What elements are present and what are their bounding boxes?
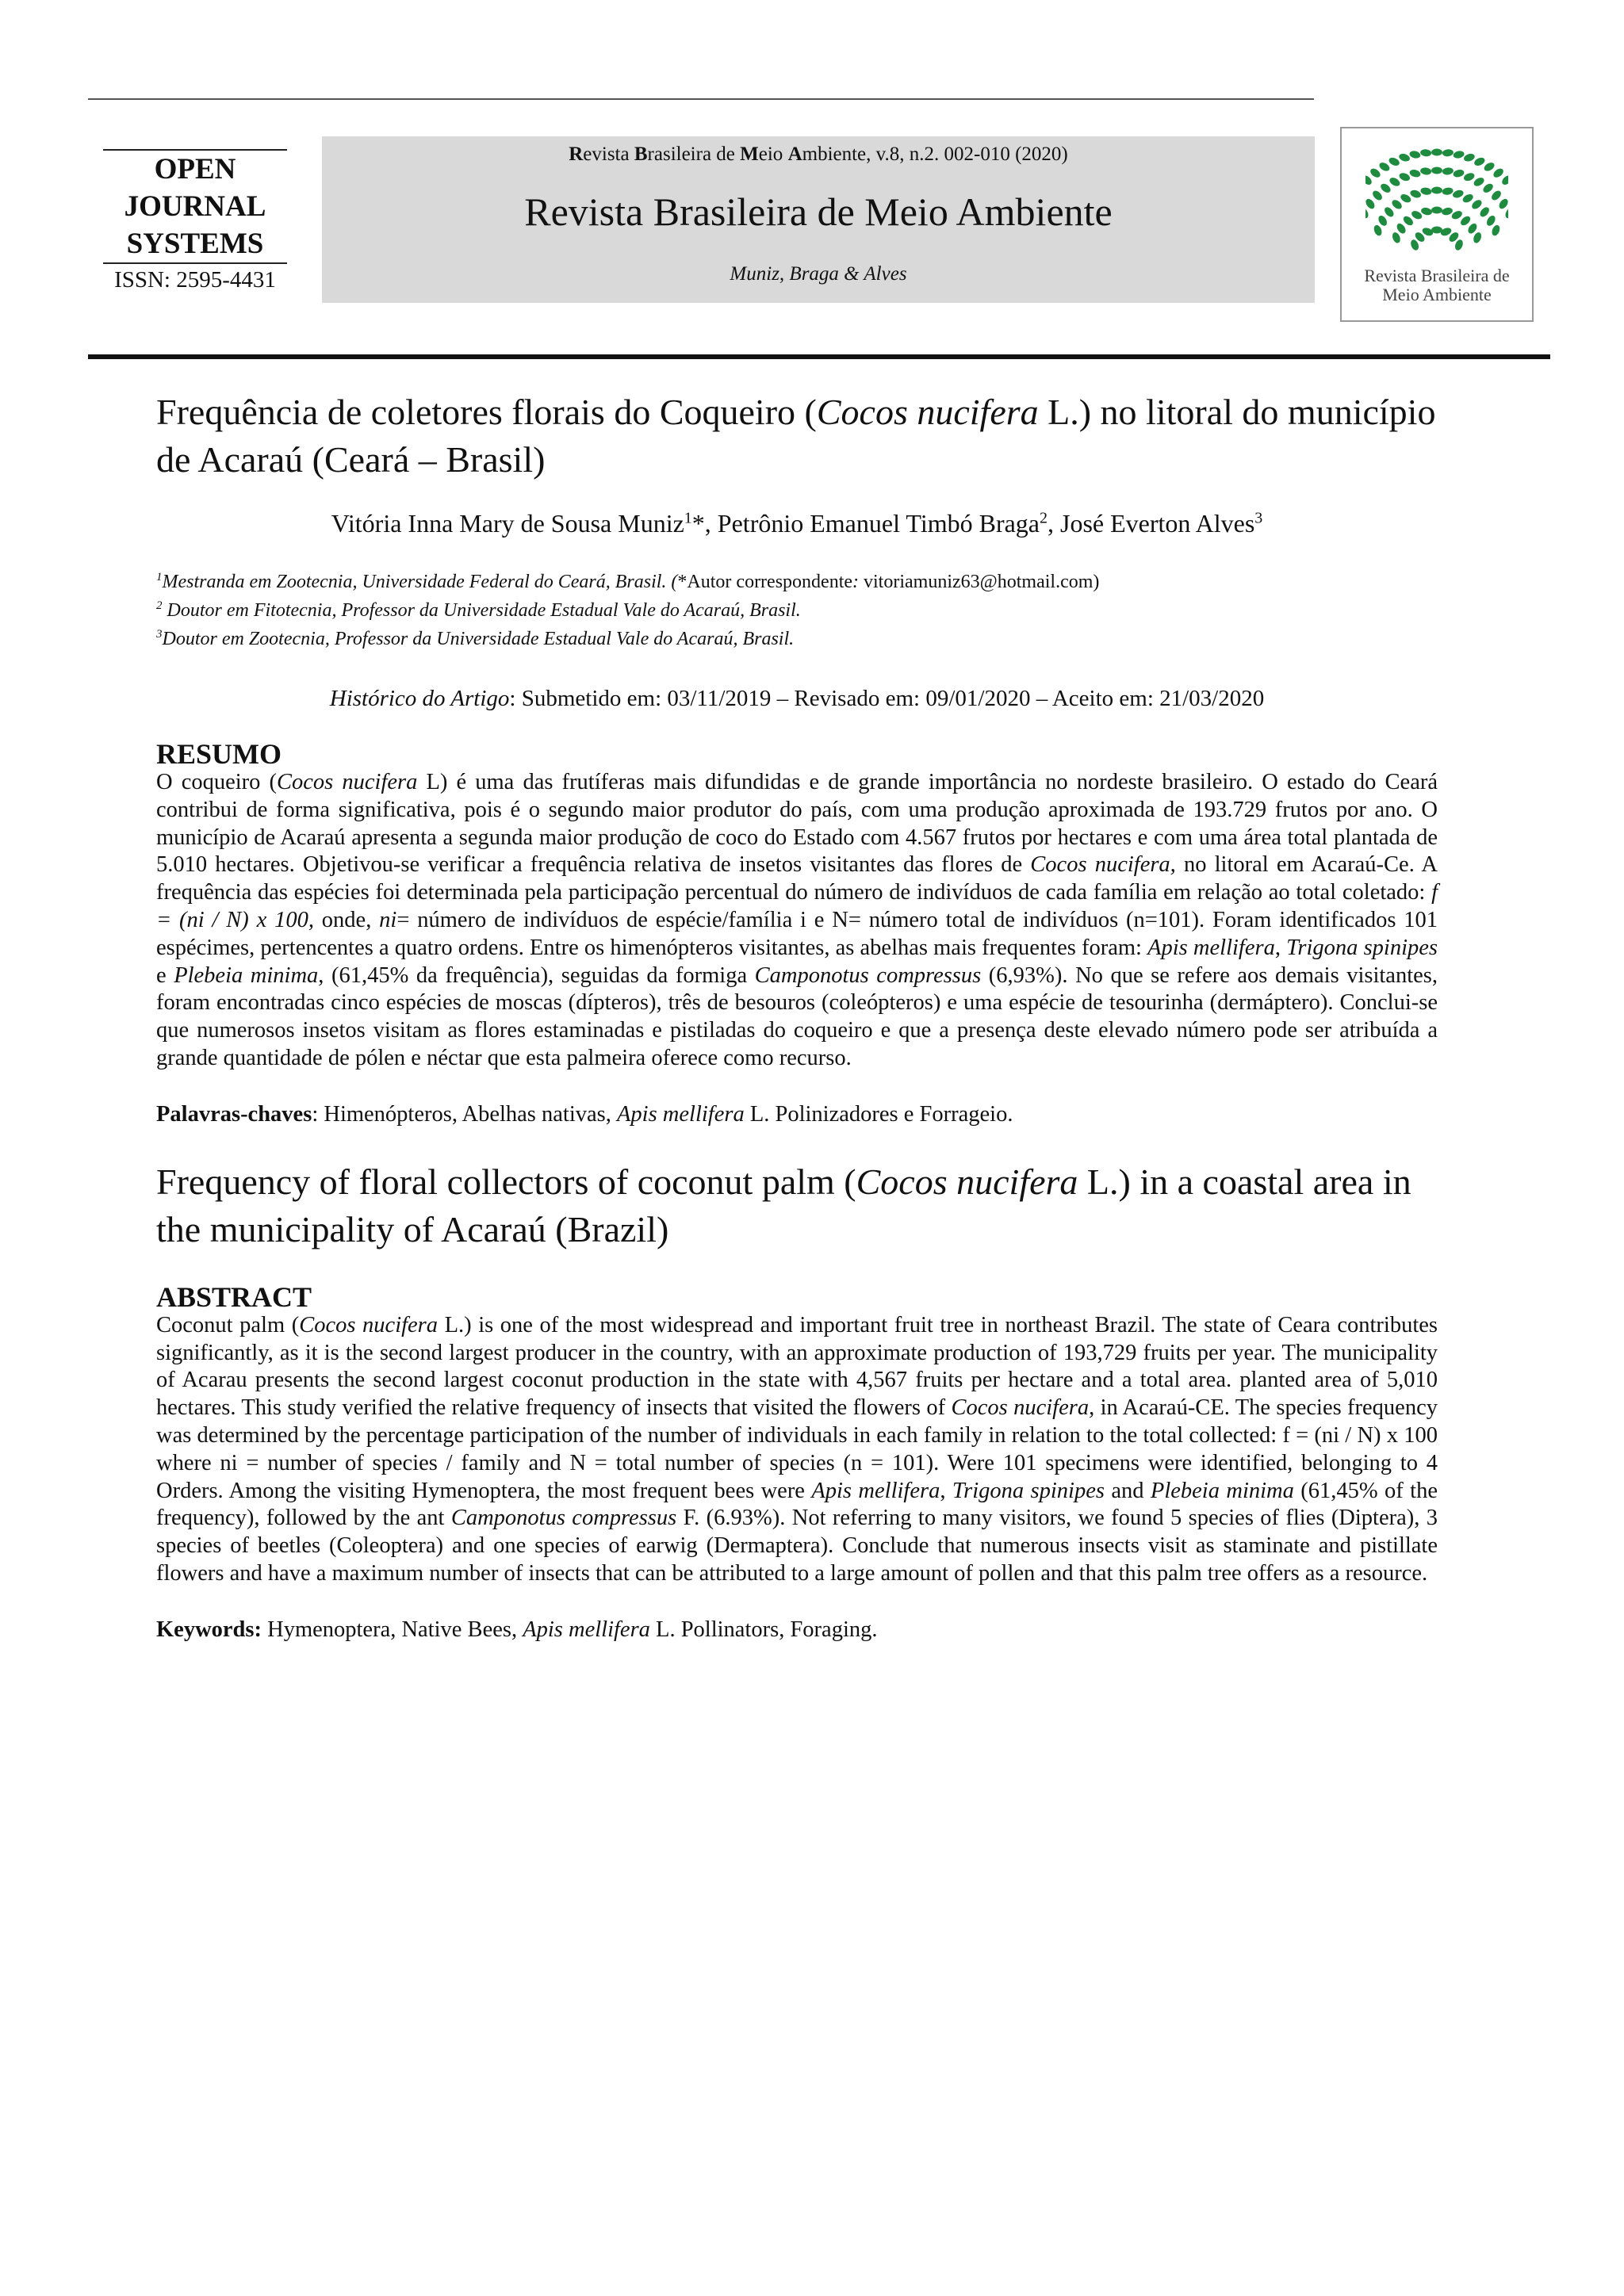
leaf-mark <box>1503 206 1508 220</box>
leaf-mark <box>1452 189 1465 199</box>
article <box>156 388 1438 1644</box>
leaf-mark <box>1431 167 1442 174</box>
leaf-mark <box>1481 182 1495 194</box>
affiliation-2: $^2$ Doutor em Fitotecnia, Professor da Universidade Estadual Vale do Acaraú, Brasil. <box>156 599 801 621</box>
leaf-mark <box>1453 150 1465 159</box>
leaf-mark <box>1402 215 1415 228</box>
running-authors: Muniz, Braga & Alves <box>730 263 907 285</box>
leaf-mark <box>1379 182 1392 194</box>
affiliation-1: $^1$Mestranda em Zootecnia, Universidade Federal do Ceará, Brasil. (*Autor correspondente: vitoriamuniz63@hotmail.com) <box>156 571 1100 592</box>
leaf-mark <box>1492 166 1505 179</box>
tree-icon <box>1365 135 1508 270</box>
leaf-mark <box>1365 174 1373 186</box>
journal-reference: Revista Brasileira de Meio Ambiente, v.8, n.2. 002-010 (2020) <box>569 144 1068 165</box>
leaf-mark <box>1398 152 1411 163</box>
leaf-mark <box>1500 174 1508 186</box>
affiliations <box>156 565 1438 651</box>
leaf-mark <box>1478 205 1491 218</box>
top-rule <box>88 98 1314 100</box>
author-list: Vitória Inna Mary de Sousa Muniz$^1$*, Petrônio Emanuel Timbó Braga$^2$, José Everton Alves$^3$ <box>331 509 1263 538</box>
leaf-mark <box>1420 207 1433 216</box>
abstract-body: Coconut palm (Cocos nucifera L.) is one of the most widespread and important fruit tree in northeast Brazil. The state of Ceara contributes significantly, as it is the second largest producer in the country, with an approximate production of 193,729 fruits per year. The municipality of Acarau presents the second largest coconut production in the state with 4,567 fruits per hectare and a total area. planted area of 5,010 hectares. This study verified the relative frequency of insects that visited the flowers of Cocos nucifera, in Acaraú-CE. The species frequency was determined by the percentage participation of the number of individuals in each family in relation to the total collected: f = (ni / N) x 100 where ni = number of species / family and N = total number of species (n = 101). Were 101 specimens were identified, belonging to 4 Orders. Among the visiting Hymenoptera, the most frequent bees were Apis mellifera, Trigona spinipes and Plebeia minima (61,45% of the frequency), followed by the ant Camponotus compressus F. (6.93%). Not referring to many visitors, we found 5 species of flies (Diptera), 3 species of beetles (Coleoptera) and one species of earwig (Dermaptera). Conclude that numerous insects visit as staminate and pistillate flowers and have a maximum number of insects that can be attributed to a large amount of pollen and that this palm tree offers as a resource. <box>156 1312 1438 1586</box>
leaf-mark <box>1399 193 1412 205</box>
leaf-mark <box>1369 166 1382 179</box>
leaf-mark <box>1373 224 1384 236</box>
leaf-mark <box>1442 167 1454 176</box>
leaf-mark <box>1431 187 1442 194</box>
issn: ISSN: 2595-4431 <box>114 267 276 293</box>
ojs-line: SYSTEMS <box>126 228 264 260</box>
leaf-mark <box>1497 197 1508 211</box>
leaf-mark <box>1420 187 1432 196</box>
leaf-mark <box>1485 214 1497 228</box>
article-history: Histórico do Artigo: Submetido em: 03/11/2019 – Revisado em: 09/01/2020 – Aceito em: 21/03/2020 <box>329 686 1265 711</box>
leaf-mark <box>1461 193 1475 205</box>
leaf-mark <box>1473 176 1486 188</box>
leaf-mark <box>1483 161 1496 173</box>
ojs-bottom-bar <box>103 262 287 264</box>
leaf-mark <box>1442 149 1454 157</box>
journal-logo <box>1340 127 1534 322</box>
leaf-mark <box>1491 224 1502 236</box>
header-rule <box>88 354 1550 359</box>
leaf-mark <box>1431 207 1442 214</box>
leaf-mark <box>1388 156 1400 167</box>
leaf-mark <box>1442 187 1454 196</box>
leaf-mark <box>1473 156 1486 167</box>
leaf-mark <box>1409 150 1422 159</box>
leaf-mark <box>1470 198 1484 211</box>
leaf-mark <box>1377 214 1388 228</box>
leaf-mark <box>1463 152 1476 163</box>
leaf-mark <box>1365 206 1370 220</box>
leaf-mark <box>1398 171 1411 182</box>
journal-banner <box>322 136 1315 303</box>
leaf-mark <box>1441 207 1454 216</box>
palavras-chaves: Palavras-chaves: Himenópteros, Abelhas nativas, Apis mellifera L. Polinizadores e Forrageio. <box>156 1101 1013 1127</box>
leaf-mark <box>1431 149 1442 156</box>
leaf-mark <box>1463 171 1476 182</box>
resumo-heading: RESUMO <box>156 738 282 770</box>
leaf-mark <box>1365 197 1377 211</box>
journal-title: Revista Brasileira de Meio Ambiente <box>524 189 1113 234</box>
leaf-mark <box>1453 169 1465 178</box>
leaf-mark <box>1388 176 1402 188</box>
ojs-block <box>103 149 287 294</box>
leaf-mark <box>1391 232 1402 244</box>
leaf-mark <box>1409 189 1422 199</box>
title-en: Frequency of floral collectors of coconut palm (Cocos nucifera L.) in a coastal area in the municipality of Acaraú (Brazil) <box>156 1161 1411 1249</box>
leaf-mark <box>1371 189 1384 201</box>
leaf-mark <box>1420 149 1432 157</box>
leaf-mark <box>1420 167 1432 176</box>
affiliation-3: $^3$Doutor em Zootecnia, Professor da Universidade Estadual Vale do Acaraú, Brasil. <box>156 628 795 649</box>
title-pt: Frequência de coletores florais do Coqueiro (Cocos nucifera L.) no litoral do município de Acaraú (Ceará – Brasil) <box>156 392 1436 480</box>
leaf-mark <box>1431 227 1442 234</box>
ojs-line: OPEN <box>154 153 236 186</box>
leaf-mark <box>1459 215 1472 228</box>
leaf-mark <box>1378 161 1392 173</box>
leaf-mark <box>1409 169 1422 178</box>
leaf-mark <box>1390 198 1404 211</box>
leaf-mark <box>1490 189 1503 201</box>
ojs-line: JOURNAL <box>124 190 266 223</box>
leaf-mark <box>1383 205 1396 218</box>
abstract-heading: ABSTRACT <box>156 1280 312 1313</box>
resumo-body: O coqueiro (Cocos nucifera L) é uma das frutíferas mais difundidas e de grande importância no nordeste brasileiro. O estado do Ceará contribui de forma significativa, pois é o segundo maior produtor do país, com uma produção aproximada de 193.729 frutos por ano. O município de Acaraú apresenta a segunda maior produção de coco do Estado com 4.567 frutos por hectares e com uma área total plantada de 5.010 hectares. Objetivou-se verificar a frequência relativa de insetos visitantes das flores de Cocos nucifera, no litoral em Acaraú-Ce. A frequência das espécies foi determinada pela participação percentual do número de indivíduos de cada família em relação ao total coletado: f = (ni / N) x 100, onde, ni= número de indivíduos de espécie/família i e N= número total de indivíduos (n=101). Foram identificados 101 espécimes, pertencentes a quatro ordens. Entre os himenópteros visitantes, as abelhas mais frequentes foram: Apis mellifera, Trigona spinipes e Plebeia minima, (61,45% da frequência), seguidas da formiga Camponotus compressus (6,93%). No que se refere aos demais visitantes, foram encontradas cinco espécies de moscas (dípteros), três de besouros (coleópteros) e uma espécie de tesourinha (dermáptero). Conclui-se que numerosos insetos visitam as flores estaminadas e pistiladas do coqueiro e que a presença deste elevado número pode ser atribuída a grande quantidade de pólen e néctar que esta palmeira oferece como recurso. <box>156 770 1438 1070</box>
keywords: Keywords: Hymenoptera, Native Bees, Apis mellifera L. Pollinators, Foraging. <box>156 1617 878 1642</box>
logo-caption: Revista Brasileira de Meio Ambiente <box>1364 266 1510 304</box>
leaf-mark <box>1472 232 1483 244</box>
